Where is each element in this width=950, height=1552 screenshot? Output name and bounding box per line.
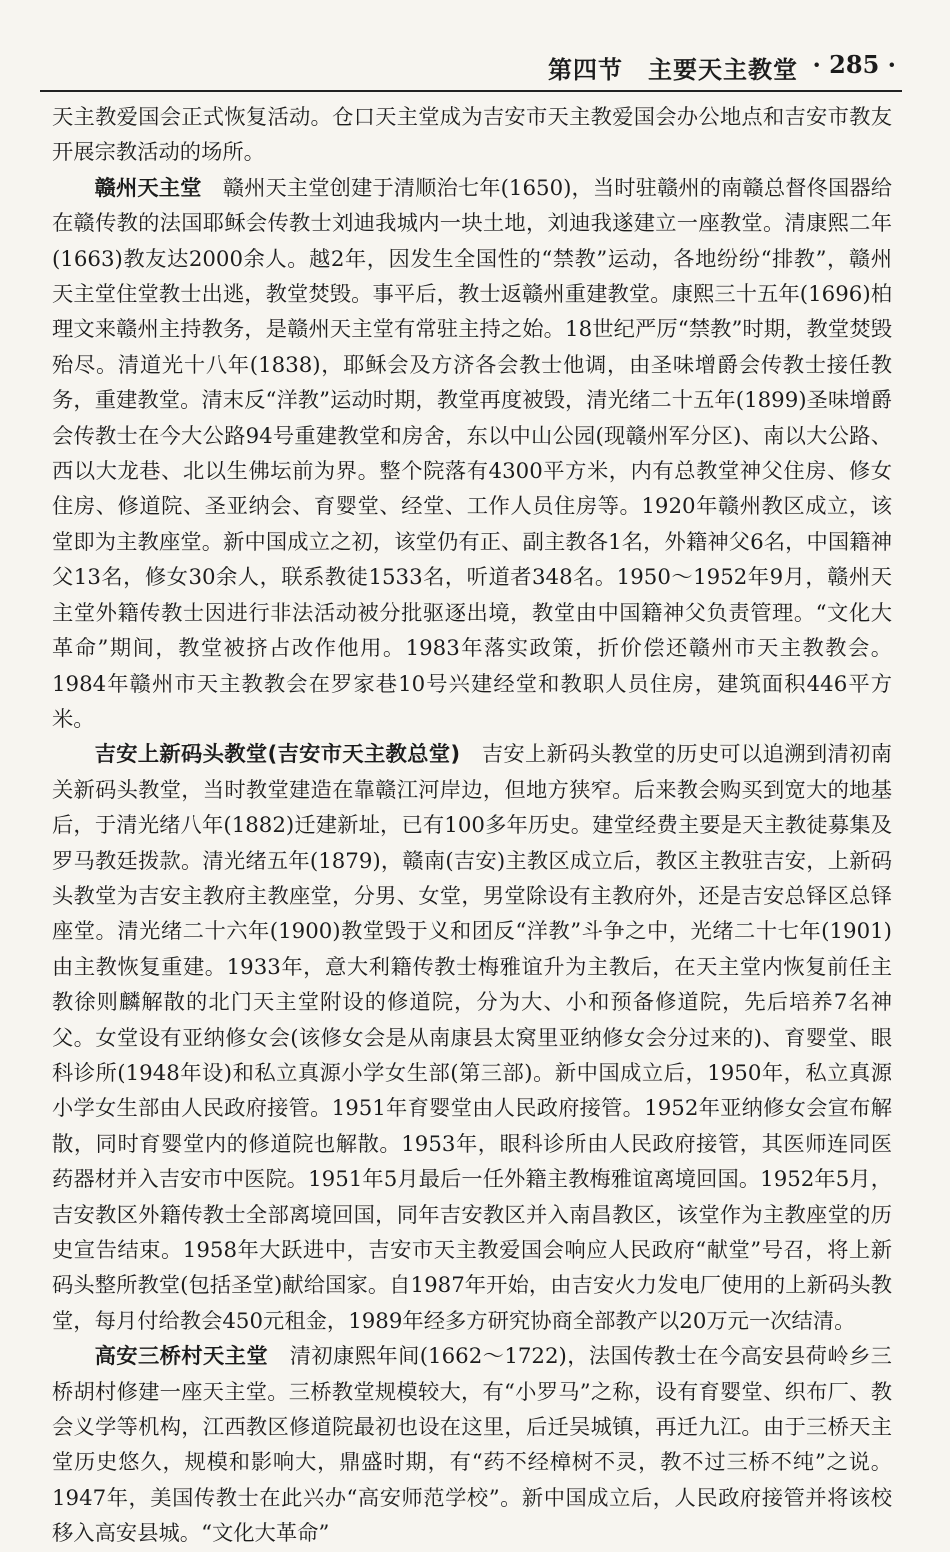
paragraph-text: 赣州天主堂创建于清顺治七年(1650)，当时驻赣州的南赣总督佟国器给在赣传教的法国耶稣会传教士刘迪我城内一块土地，刘迪我遂建立一座教堂。清康熙二年(1663)教友达2000余人。越2年，因发生全国性的“禁教”运动，各地纷纷“排教”，赣州天主堂住堂教士出逃，教堂焚毁。事平后，教士返赣州重建教堂。康熙三十五年(1696)柏理文来赣州主持教务，是赣州天主堂有常驻主持之始。18世纪严厉“禁教”时期，教堂焚毁殆尽。清道光十八年(1838)，耶稣会及方济各会教士他调，由圣味增爵会传教士接任教务，重建教堂。清末反“洋教”运动时期，教堂再度被毁，清光绪二十五年(1899)圣味增爵会传教士在今大公路94号重建教堂和房舍，东以中山公园(现赣州军分区)、南以大公路、西以大龙巷、北以生佛坛前为界。整个院落有4300平方米，内有总教堂神父住房、修女住房、修道院、圣亚纳会、育婴堂、经堂、工作人员住房等。1920年赣州教区成立，该堂即为主教座堂。新中国成立之初，该堂仍有正、副主教各1名，外籍神父6名，中国籍神父13名，修女30余人，联系教徒1533名，听道者348名。1950～1952年9月，赣州天主堂外籍传教士因进行非法活动被分批驱逐出境，教堂由中国籍神父负责管理。“文化大革命”期间，教堂被挤占改作他用。1983年落实政策，折价偿还赣州市天主教教会。1984年赣州市天主教教会在罗家巷10号兴建经堂和教职人员住房，建筑面积446平方米。 [52, 175, 892, 732]
page-number: · 285 · [812, 50, 896, 79]
paragraph-heading: 赣州天主堂 [94, 175, 202, 201]
paragraph-text: 天主教爱国会正式恢复活动。仓口天主堂成为吉安市天主教爱国会办公地点和吉安市教友开展宗教活动的场所。 [52, 105, 892, 166]
paragraph-continued [52, 100, 892, 171]
section-title: 第四节 主要天主教堂 [548, 55, 798, 84]
paragraph-jian-church [52, 737, 892, 1339]
paragraph-text: 清初康熙年间(1662～1722)，法国传教士在今高安县荷岭乡三桥胡村修建一座天主堂。三桥教堂规模较大，有“小罗马”之称，设有育婴堂、织布厂、教会义学等机构，江西教区修道院最初也设在这里，后迁吴城镇，再迁九江。由于三桥天主堂历史悠久，规模和影响大，鼎盛时期，有“药不经樟树不灵，教不过三桥不纯”之说。1947年，美国传教士在此兴办“高安师范学校”。新中国成立后，人民政府接管并将该校移入高安县城。“文化大革命” [52, 1344, 892, 1547]
paragraph-gaoan-church [52, 1339, 892, 1551]
paragraph-heading: 高安三桥村天主堂 [94, 1344, 269, 1370]
paragraph-heading: 吉安上新码头教堂(吉安市天主教总堂) [94, 742, 461, 768]
paragraph-text: 吉安上新码头教堂的历史可以追溯到清初南关新码头教堂，当时教堂建造在靠赣江河岸边，但地方狭窄。后来教会购买到宽大的地基后，于清光绪八年(1882)迁建新址，已有100多年历史。建堂经费主要是天主教徒募集及罗马教廷拨款。清光绪五年(1879)，赣南(吉安)主教区成立后，教区主教驻吉安，上新码头教堂为吉安主教府主教座堂，分男、女堂，男堂除设有主教府外，还是吉安总铎区总铎座堂。清光绪二十六年(1900)教堂毁于义和团反“洋教”斗争之中，光绪二十七年(1901)由主教恢复重建。1933年，意大利籍传教士梅雅谊升为主教后，在天主堂内恢复前任主教徐则麟解散的北门天主堂附设的修道院，分为大、小和预备修道院，先后培养7名神父。女堂设有亚纳修女会(该修女会是从南康县太窝里亚纳修女会分过来的)、育婴堂、眼科诊所(1948年设)和私立真源小学女生部(第三部)。新中国成立后，1950年，私立真源小学女生部由人民政府接管。1951年育婴堂由人民政府接管。1952年亚纳修女会宣布解散，同时育婴堂内的修道院也解散。1953年，眼科诊所由人民政府接管，其医师连同医药器材并入吉安市中医院。1951年5月最后一任外籍主教梅雅谊离境回国。1952年5月，吉安教区外籍传教士全部离境回国，同年吉安教区并入南昌教区，该堂作为主教座堂的历史宣告结束。1958年大跃进中，吉安市天主教爱国会响应人民政府“献堂”号召，将上新码头整所教堂(包括圣堂)献给国家。自1987年开始，由吉安火力发电厂使用的上新码头教堂，每月付给教会450元租金，1989年经多方研究协商全部教产以20万元一次结清。 [52, 742, 892, 1334]
paragraph-ganzhou-church [52, 171, 892, 738]
page-body [52, 100, 892, 1552]
running-header [40, 44, 902, 92]
